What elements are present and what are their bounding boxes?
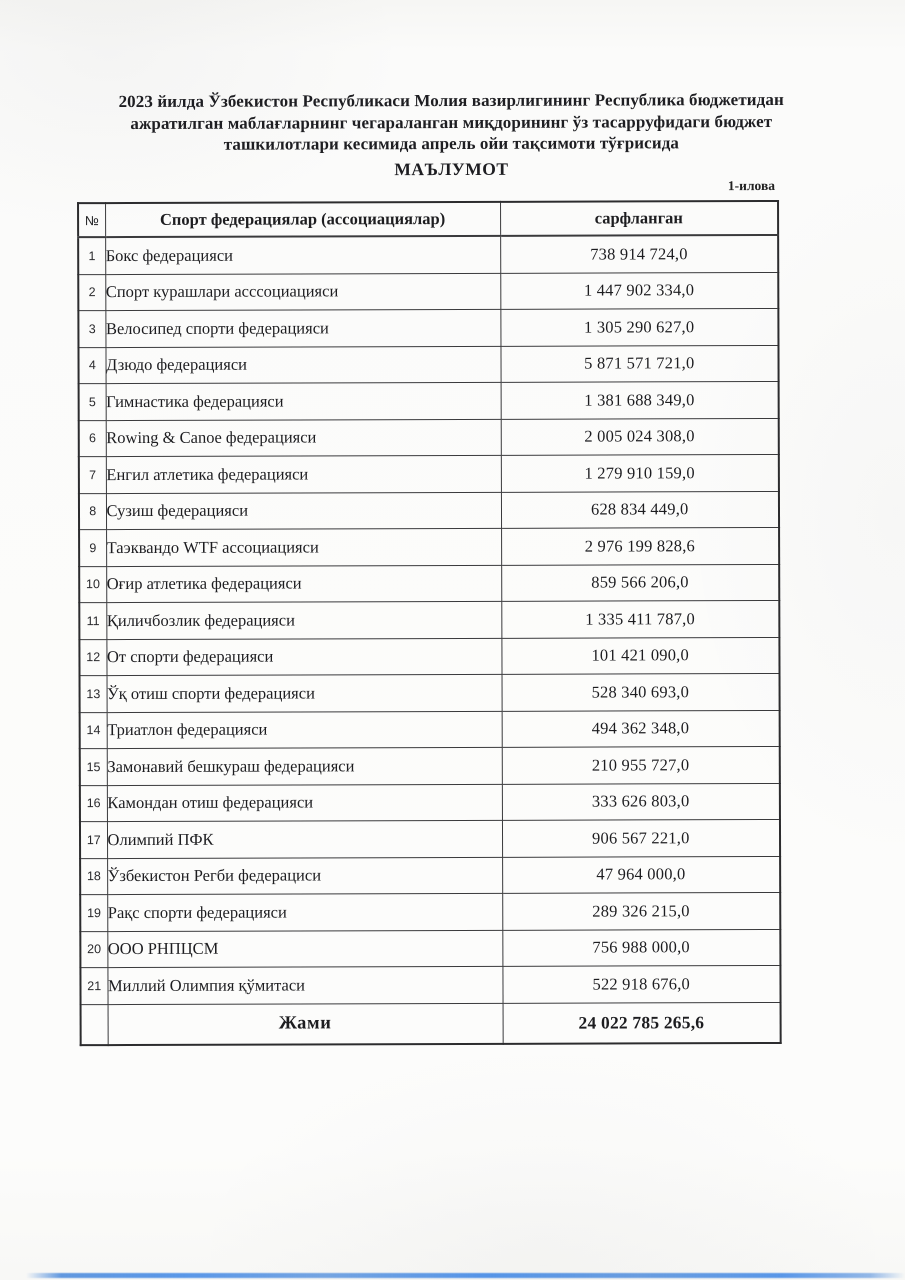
- table-row: [79, 381, 779, 420]
- table-row: [80, 673, 780, 712]
- federation-name-cell: Камондан отиш федерацияси: [107, 784, 502, 822]
- amount-cell: 1 381 688 349,0: [501, 381, 779, 418]
- row-number-cell: 13: [80, 676, 107, 713]
- column-header-federation: Спорт федерациялар (ассоциациялар): [105, 202, 500, 237]
- amount-cell: 289 326 215,0: [502, 892, 780, 929]
- row-number-cell: 21: [80, 968, 107, 1005]
- amount-cell: 101 421 090,0: [501, 637, 779, 674]
- row-number-cell: 6: [79, 420, 106, 457]
- federation-name-cell: ООО РНПЦСМ: [107, 930, 502, 968]
- heading-line-1: 2023 йилда Ўзбекистон Республикаси Молия вазирлигининг Республика бюджетидан: [118, 89, 784, 112]
- federation-name-cell: Гимнастика федерацияси: [106, 382, 501, 420]
- amount-cell: 210 955 727,0: [502, 746, 780, 783]
- federation-name-cell: Ўқ отиш спорти федерацияси: [107, 674, 502, 712]
- amount-cell: 2 005 024 308,0: [501, 418, 779, 455]
- row-number-cell: 16: [80, 785, 107, 822]
- table-row: [80, 819, 780, 858]
- table-row: [79, 418, 779, 457]
- scanner-blue-artifact: [26, 1273, 905, 1278]
- table-row: [79, 527, 779, 566]
- table-row: [80, 856, 780, 895]
- amount-cell: 1 447 902 334,0: [500, 272, 778, 309]
- column-header-number: №: [78, 203, 105, 237]
- federation-name-cell: Триатлон федерацияси: [107, 711, 502, 749]
- total-label-cell: Жами: [108, 1003, 503, 1045]
- federation-name-cell: Оғир атлетика федерацияси: [106, 565, 501, 603]
- federation-name-cell: Rowing & Canoe федерацияси: [106, 419, 501, 457]
- federation-name-cell: Олимпий ПФК: [107, 820, 502, 858]
- federation-name-cell: Бокс федерацияси: [105, 236, 500, 274]
- row-number-cell: 20: [80, 931, 107, 968]
- row-number-cell: 11: [79, 603, 106, 640]
- heading-line-2: ажратилган маблағларнинг чегараланган миқдорининг ўз тасарруфидаги бюджет: [130, 111, 773, 133]
- amount-cell: 1 279 910 159,0: [501, 454, 779, 491]
- table-row: [79, 454, 779, 493]
- federation-name-cell: Сузиш федерацияси: [106, 492, 501, 530]
- amount-cell: 859 566 206,0: [501, 564, 779, 601]
- row-number-cell: 8: [79, 493, 106, 530]
- amount-cell: 528 340 693,0: [502, 673, 780, 710]
- table-header: [78, 201, 778, 237]
- table-row: [79, 491, 779, 530]
- row-number-cell: 12: [79, 639, 106, 676]
- table-row: [80, 746, 780, 785]
- amount-cell: 5 871 571 721,0: [500, 345, 778, 382]
- amount-cell: 522 918 676,0: [502, 965, 780, 1002]
- row-number-cell: 10: [79, 566, 106, 603]
- heading-line-3: ташкилотлари кесимида апрель ойи тақсимоти тўғрисида: [223, 133, 680, 154]
- row-number-cell: 14: [80, 712, 107, 749]
- row-number-cell: 19: [80, 895, 107, 932]
- amount-cell: 756 988 000,0: [502, 929, 780, 966]
- amount-cell: 628 834 449,0: [501, 491, 779, 528]
- total-row: [81, 1002, 781, 1045]
- amount-cell: 1 305 290 627,0: [500, 308, 778, 345]
- amount-cell: 2 976 199 828,6: [501, 527, 779, 564]
- federation-name-cell: Ўзбекистон Регби федерациси: [107, 857, 502, 895]
- amount-cell: 906 567 221,0: [502, 819, 780, 856]
- amount-cell: 738 914 724,0: [500, 235, 778, 273]
- row-number-cell: 5: [79, 384, 106, 421]
- column-header-spent: сарфланган: [500, 201, 778, 236]
- federation-name-cell: Велосипед спорти федерацияси: [105, 309, 500, 347]
- federation-name-cell: Спорт курашлари асссоциацияси: [105, 273, 500, 311]
- amount-cell: 47 964 000,0: [502, 856, 780, 893]
- row-number-cell: 7: [79, 457, 106, 494]
- amount-cell: 333 626 803,0: [502, 783, 780, 820]
- document-title: МАЪЛУМОТ: [394, 158, 509, 179]
- federations-expense-table: [77, 200, 782, 1046]
- table-row: [80, 892, 780, 931]
- table-row: [78, 345, 778, 384]
- amount-cell: 1 335 411 787,0: [501, 600, 779, 637]
- federation-name-cell: Қиличбозлик федерацияси: [106, 601, 501, 639]
- table-row: [78, 272, 778, 311]
- annex-label: 1-илова: [727, 177, 775, 194]
- table-row: [80, 965, 780, 1004]
- federation-name-cell: Дзюдо федерацияси: [105, 346, 500, 384]
- table-row: [80, 710, 780, 749]
- table-body: [78, 235, 780, 1004]
- federation-name-cell: Енгил атлетика федерацияси: [106, 455, 501, 493]
- federation-name-cell: От спорти федерацияси: [106, 638, 501, 676]
- total-number-cell: [81, 1004, 108, 1045]
- total-amount-cell: 24 022 785 265,6: [503, 1002, 781, 1043]
- row-number-cell: 4: [78, 347, 105, 384]
- document-heading: [61, 89, 842, 181]
- table-row: [79, 637, 779, 676]
- table-row: [79, 600, 779, 639]
- table-row: [78, 308, 778, 347]
- table-row: [79, 564, 779, 603]
- federation-name-cell: Замонавий бешкураш федерацияси: [107, 747, 502, 785]
- amount-cell: 494 362 348,0: [502, 710, 780, 747]
- row-number-cell: 15: [80, 749, 107, 786]
- federation-name-cell: Рақс спорти федерацияси: [107, 893, 502, 931]
- table-row: [78, 235, 778, 274]
- row-number-cell: 1: [78, 237, 105, 274]
- table-row: [80, 929, 780, 968]
- row-number-cell: 17: [80, 822, 107, 859]
- federation-name-cell: Миллий Олимпия қўмитаси: [107, 966, 502, 1004]
- federation-name-cell: Таэквандо WTF ассоциацияси: [106, 528, 501, 566]
- row-number-cell: 2: [78, 274, 105, 311]
- row-number-cell: 3: [78, 311, 105, 348]
- row-number-cell: 18: [80, 858, 107, 895]
- table-row: [80, 783, 780, 822]
- row-number-cell: 9: [79, 530, 106, 567]
